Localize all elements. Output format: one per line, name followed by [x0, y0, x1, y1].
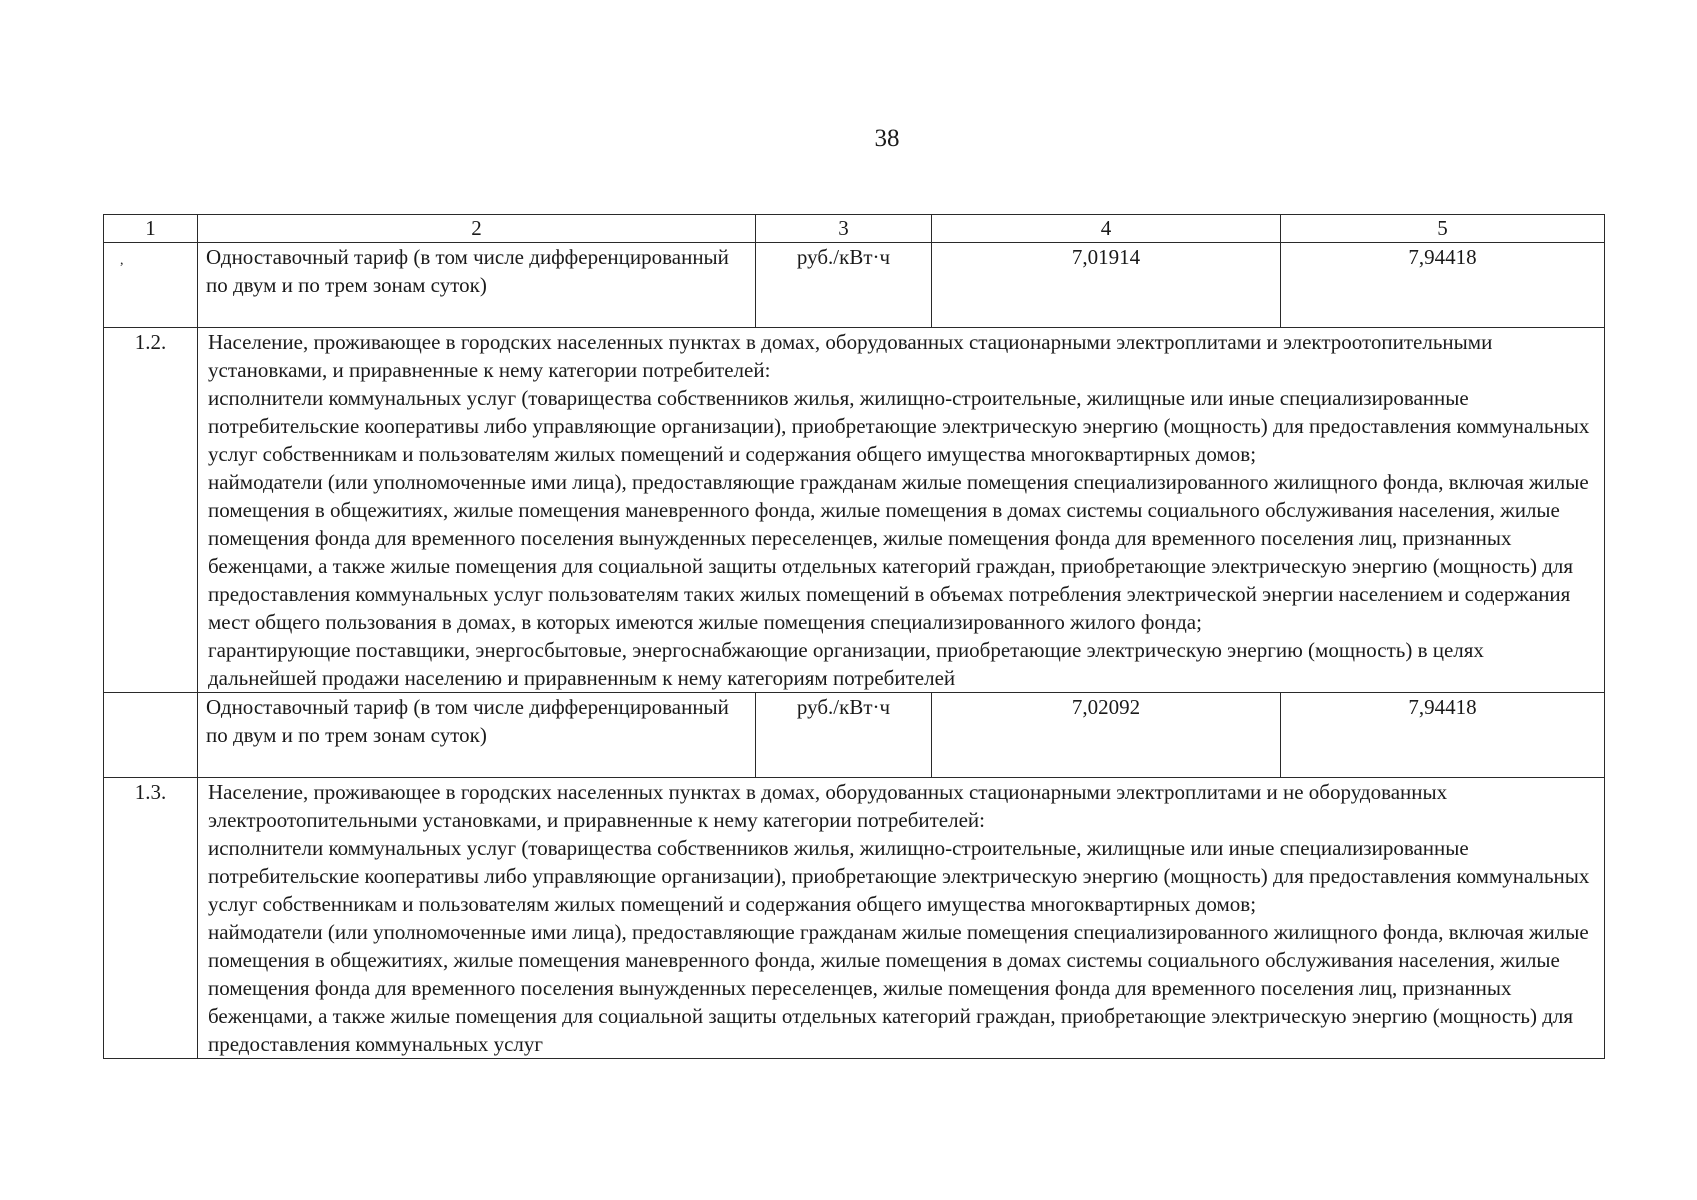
- tariff-name: Одноставочный тариф (в том числе дифференцированный по двум и по трем зонам суток): [198, 243, 756, 328]
- category-description: [198, 778, 1605, 1059]
- tariff-value-col5: 7,94418: [1281, 243, 1605, 328]
- description-paragraph: исполнители коммунальных услуг (товарищества собственников жилья, жилищно-строительные, жилищные или иные специализированные потребительские кооперативы либо управляющие организации), приобретающие электрическую энергию (мощность) для предоставления коммунальных услуг собственникам и пользователям жилых помещений и содержания общего имущества многоквартирных домов;: [208, 386, 1590, 466]
- description-paragraph: гарантирующие поставщики, энергосбытовые, энергоснабжающие организации, приобретающие электрическую энергию (мощность) в целях дальнейшей продажи населению и приравненным к нему категориям потребителей: [208, 638, 1484, 690]
- description-paragraph: Население, проживающее в городских населенных пунктах в домах, оборудованных стационарными электроплитами и не оборудованных электроотопительными установками, и приравненные к нему категории потребителей:: [208, 780, 1448, 832]
- table-row: [104, 243, 1605, 328]
- table-row: [104, 328, 1605, 693]
- description-paragraph: Население, проживающее в городских населенных пунктах в домах, оборудованных стационарными электроплитами и электроотопительными установками, и приравненные к нему категории потребителей:: [208, 330, 1493, 382]
- description-paragraph: наймодатели (или уполномоченные ими лица), предоставляющие гражданам жилые помещения специализированного жилищного фонда, включая жилые помещения в общежитиях, жилые помещения маневренного фонда, жилые помещения в домах системы социального обслуживания населения, жилые помещения фонда для временного поселения вынужденных переселенцев, жилые помещения фонда для временного поселения лиц, признанных беженцами, а также жилые помещения для социальной защиты отдельных категорий граждан, приобретающие электрическую энергию (мощность) для предоставления коммунальных услуг: [208, 920, 1589, 1056]
- header-col-3: 3: [756, 215, 932, 243]
- table-header-row: [104, 215, 1605, 243]
- tariff-unit: руб./кВт·ч: [756, 693, 932, 778]
- row-marker: ,: [120, 253, 124, 268]
- table-row: [104, 693, 1605, 778]
- header-col-5: 5: [1281, 215, 1605, 243]
- tariff-table: [103, 214, 1605, 1059]
- tariff-value-col5: 7,94418: [1281, 693, 1605, 778]
- page-number: 38: [874, 125, 900, 152]
- tariff-value-col4: 7,01914: [932, 243, 1281, 328]
- header-col-2: 2: [198, 215, 756, 243]
- tariff-value-col4: 7,02092: [932, 693, 1281, 778]
- header-col-4: 4: [932, 215, 1281, 243]
- description-paragraph: наймодатели (или уполномоченные ими лица), предоставляющие гражданам жилые помещения специализированного жилищного фонда, включая жилые помещения в общежитиях, жилые помещения маневренного фонда, жилые помещения в домах системы социального обслуживания населения, жилые помещения фонда для временного поселения вынужденных переселенцев, жилые помещения фонда для временного поселения лиц, признанных беженцами, а также жилые помещения для социальной защиты отдельных категорий граждан, приобретающие электрическую энергию (мощность) для предоставления коммунальных услуг пользователям таких жилых помещений в объемах потребления электрической энергии населением и содержания мест общего пользования в домах, в которых имеются жилые помещения специализированного жилого фонда;: [208, 470, 1589, 634]
- header-col-1: 1: [104, 215, 198, 243]
- row-number: 1.2.: [104, 328, 198, 693]
- tariff-unit: руб./кВт·ч: [756, 243, 932, 328]
- tariff-name: Одноставочный тариф (в том числе дифференцированный по двум и по трем зонам суток): [198, 693, 756, 778]
- category-description: [198, 328, 1605, 693]
- row-number: 1.3.: [104, 778, 198, 1059]
- description-paragraph: исполнители коммунальных услуг (товарищества собственников жилья, жилищно-строительные, жилищные или иные специализированные потребительские кооперативы либо управляющие организации), приобретающие электрическую энергию (мощность) для предоставления коммунальных услуг собственникам и пользователям жилых помещений и содержания общего имущества многоквартирных домов;: [208, 836, 1590, 916]
- row-number: [104, 693, 198, 778]
- table-row: [104, 778, 1605, 1059]
- row-number: [104, 243, 198, 328]
